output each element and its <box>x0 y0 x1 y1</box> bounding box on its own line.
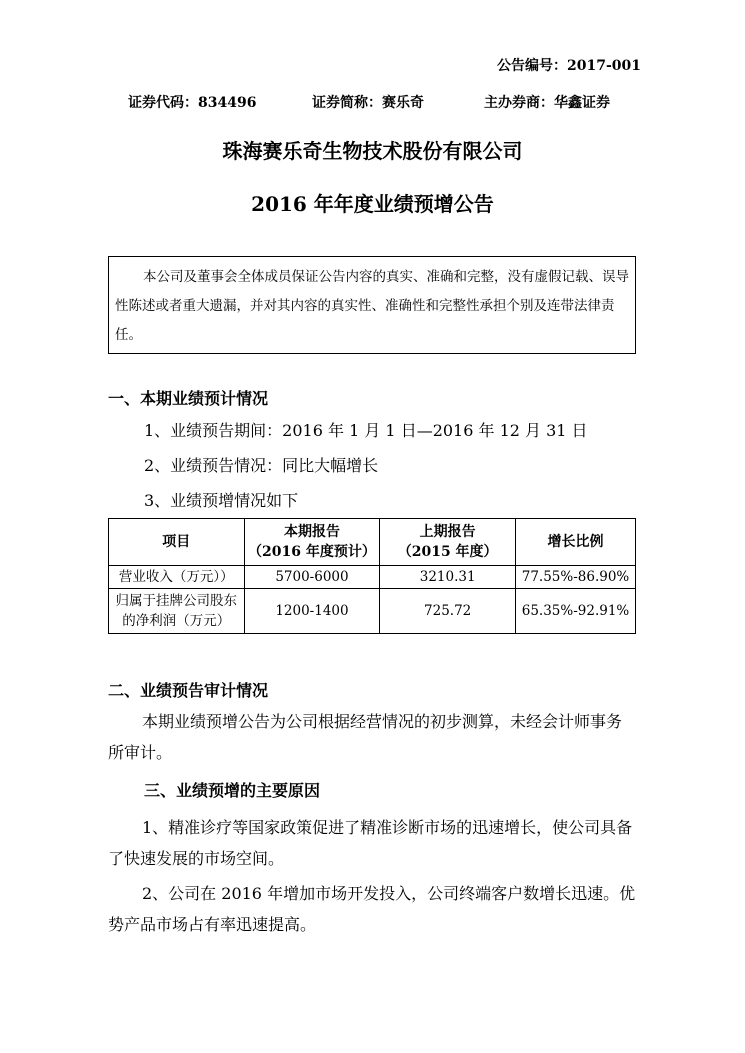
section2-body <box>108 706 636 768</box>
section1-heading: 一、本期业绩预计情况 <box>108 389 269 408</box>
section2-heading: 二、业绩预告审计情况 <box>108 681 269 700</box>
company-title: 珠海赛乐奇生物技术股份有限公司 <box>222 139 523 163</box>
section3-item-1 <box>108 812 636 874</box>
header-growth: 增长比例 <box>516 519 636 566</box>
row-revenue-growth: 77.55%-86.90% <box>516 566 636 589</box>
announcement-number: 公告编号：2017-001 <box>497 58 641 74</box>
row-revenue-item: 营业收入（万元）） <box>109 566 245 589</box>
header-current-label: 本期报告 <box>283 524 340 540</box>
row-net-profit-current: 1200-1400 <box>244 589 380 634</box>
document-title: 2016 年年度业绩预增公告 <box>251 192 494 216</box>
broker-name: 主办券商：华鑫证券 <box>484 95 610 111</box>
row-net-profit-item: 归属于挂牌公司股东的净利润（万元） <box>109 589 245 634</box>
stock-name: 证券简称：赛乐奇 <box>312 95 424 111</box>
header-prior-period <box>380 519 516 566</box>
section1-item-3: 3、业绩预增情况如下 <box>144 491 299 510</box>
header-current-period <box>244 519 380 566</box>
header-prior-label: 上期报告 <box>419 524 476 540</box>
section3-paragraph-2: 2、公司在 2016 年增加市场开发投入，公司终端客户数增长迅速。优势产品市场占有率迅速提高。 <box>108 884 636 934</box>
row-revenue-current: 5700-6000 <box>244 566 380 589</box>
table-row <box>109 566 636 589</box>
section1-item-1: 1、业绩预告期间：2016 年 1 月 1 日—2016 年 12 月 31 日 <box>144 421 588 440</box>
header-item: 项目 <box>109 519 245 566</box>
section3-heading: 三、业绩预增的主要原因 <box>144 781 321 800</box>
row-net-profit-prior: 725.72 <box>380 589 516 634</box>
row-net-profit-growth: 65.35%-92.91% <box>516 589 636 634</box>
section2-paragraph: 本期业绩预增公告为公司根据经营情况的初步测算，未经会计师事务所审计。 <box>108 712 623 762</box>
section3-item-2 <box>108 878 636 940</box>
header-current-year: （2016 年度预计） <box>248 544 376 560</box>
table-header-row <box>109 519 636 566</box>
responsibility-notice-text: 本公司及董事会全体成员保证公告内容的真实、准确和完整，没有虚假记载、误导性陈述或者重大遗漏，并对其内容的真实性、准确性和完整性承担个别及连带法律责任。 <box>115 269 629 343</box>
row-revenue-prior: 3210.31 <box>380 566 516 589</box>
responsibility-notice-box <box>108 256 636 354</box>
stock-code: 证券代码：834496 <box>128 95 257 111</box>
header-prior-year: （2015 年度） <box>397 544 498 560</box>
section3-paragraph-1: 1、精准诊疗等国家政策促进了精准诊断市场的迅速增长，使公司具备了快速发展的市场空间。 <box>108 818 633 868</box>
performance-table <box>108 518 636 634</box>
table-row <box>109 589 636 634</box>
section1-item-2: 2、业绩预告情况：同比大幅增长 <box>144 456 379 475</box>
